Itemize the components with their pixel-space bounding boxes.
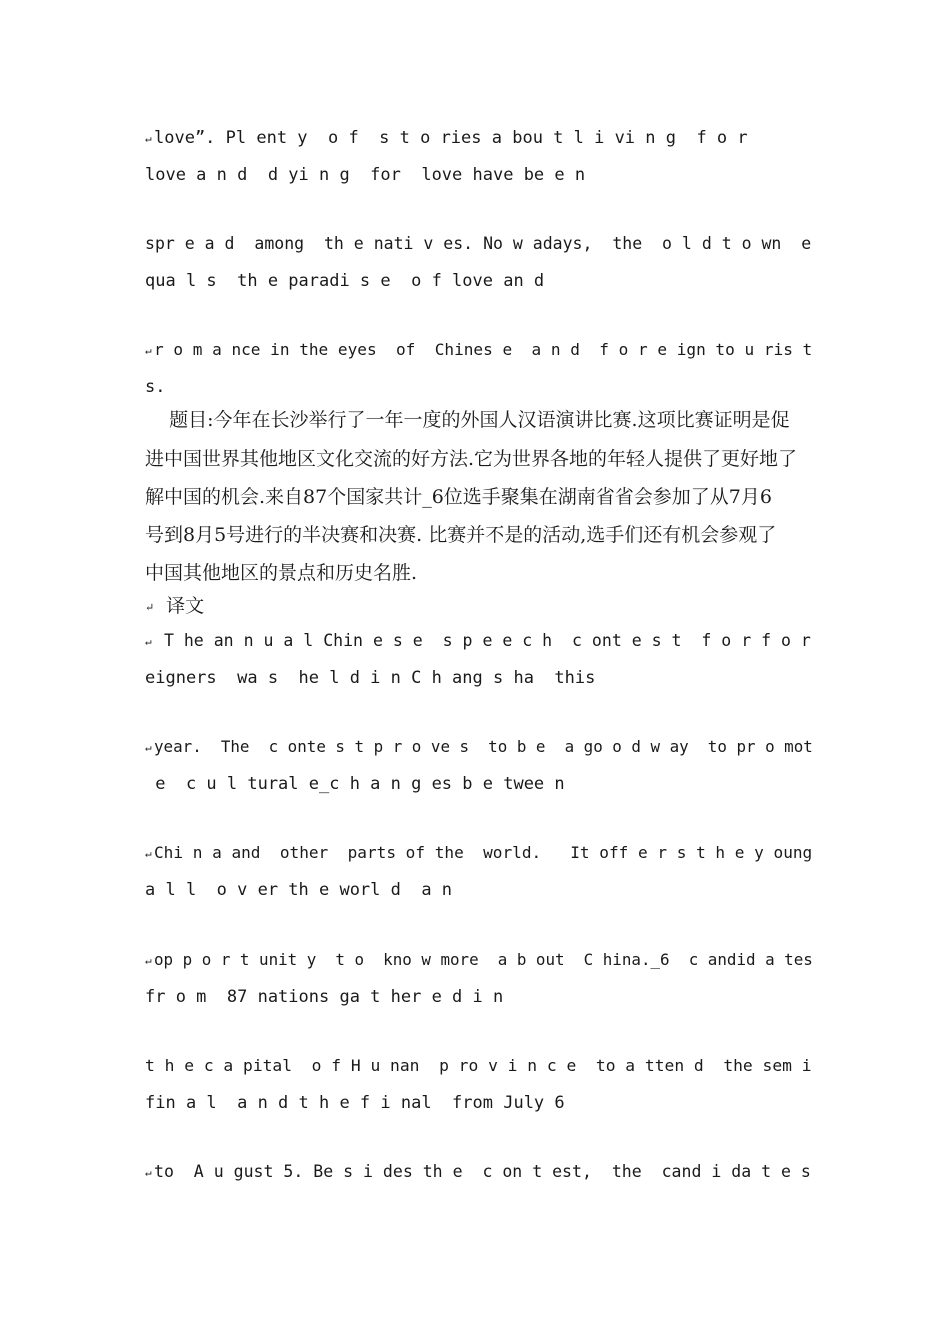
text-line: t h e c a pital o f H u nan p ro v i n c e to a tten d the sem i <box>145 1056 812 1075</box>
text-line: eigners wa s he l d i n C h ang s ha this <box>145 668 596 688</box>
paragraph-mark-icon: ↵ <box>145 132 152 145</box>
paragraph-mark-icon: ↵ <box>145 741 152 754</box>
paragraph-mark-icon: ↵ <box>145 635 152 648</box>
chinese-line: 进中国世界其他地区文化交流的好方法.它为世界各地的年轻人提供了更好地了 <box>145 448 798 470</box>
chinese-line: 解中国的机会.来自87个国家共计_6位选手聚集在湖南省省会参加了从7月6 <box>145 486 772 508</box>
text-line: love a n d d yi n g for love have be e n <box>145 165 586 185</box>
translation-heading: ↵ 译文 <box>145 593 204 621</box>
text-line: s. <box>145 377 166 397</box>
paragraph-mark-icon: ↵ <box>145 601 155 614</box>
paragraph-mark-icon: ↵ <box>145 954 152 967</box>
text-line: ↵ r o m a nce in the eyes of Chines e a n d f o r e ign to u ris t <box>145 338 812 363</box>
text-line: e c u l tural e_c h a n g es b e twee n <box>145 774 565 794</box>
text-line: ↵ love”. Pl ent y o f s t o ries a bou t l i vi n g f o r <box>145 126 748 151</box>
text-line: fr o m 87 nations ga t her e d i n <box>145 987 504 1007</box>
text-line: ↵ year. The c onte s t p r o ve s to b e a go o d w ay to pr o mot <box>145 735 813 760</box>
chinese-line: 中国其他地区的景点和历史名胜. <box>145 562 418 584</box>
text-line: qua l s th e paradi s e o f love an d <box>145 271 545 291</box>
text-line: ↵ T he an n u a l Chin e s e s p e e c h c ont e s t f o r f o r <box>145 629 811 654</box>
chinese-line: 题目:今年在长沙举行了一年一度的外国人汉语演讲比赛.这项比赛证明是促 <box>145 409 790 431</box>
paragraph-mark-icon: ↵ <box>145 847 152 860</box>
text-line: a l l o v er th e worl d a n <box>145 880 453 900</box>
text-line: ↵ op p o r t unit y t o kno w more a b out C hina._6 c andid a tes <box>145 948 813 973</box>
text-line: ↵ Chi n a and other parts of the world. It off e r s t h e y oung <box>145 841 812 866</box>
paragraph-mark-icon: ↵ <box>145 344 152 357</box>
chinese-line: 号到8月5号进行的半决赛和决赛. 比赛并不是的活动,选手们还有机会参观了 <box>145 524 777 546</box>
text-line: fin a l a n d t h e f i nal from July 6 <box>145 1093 565 1113</box>
text-line: ↵ to A u gust 5. Be s i des th e c on t est, the cand i da t e s <box>145 1160 811 1185</box>
text-line: spr e a d among th e nati v es. No w adays, the o l d t o wn e <box>145 234 812 253</box>
paragraph-mark-icon: ↵ <box>145 1166 152 1179</box>
